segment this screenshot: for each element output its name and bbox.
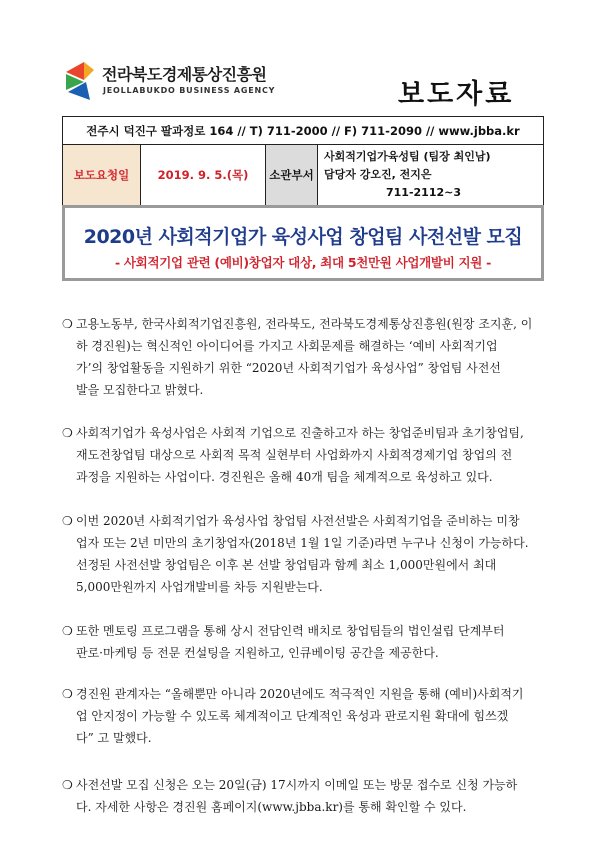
paragraph-line: 발을 모집한다고 밝혔다. <box>76 383 204 397</box>
body-paragraph <box>62 422 550 488</box>
paragraph-line: 하 경진원)는 혁신적인 아이디어를 가지고 사회문제를 해결하는 ‘예비 사회적기업 <box>76 339 498 353</box>
paragraph-line: 경진원 관계자는 “올해뿐만 아니라 2020년에도 적극적인 지원을 통해 (예비)사회적기 <box>76 687 524 701</box>
body-paragraph <box>62 313 550 401</box>
agency-name: 전라북도경제통상진흥원 <box>102 65 267 84</box>
department-contact <box>318 145 544 206</box>
headline-title: 2020년 사회적기업가 육성사업 창업팀 사전선발 모집 <box>83 226 523 248</box>
request-date-value: 2019. 9. 5.(목) <box>141 145 266 206</box>
body-paragraph <box>62 774 550 818</box>
bullet-icon: ❍ <box>62 317 73 331</box>
paragraph-line: 재도전창업팀 대상으로 사회적 목적 실현부터 사업화까지 사회적경제기업 창업의 전 <box>76 448 513 462</box>
paragraph-line: 선정된 사전선발 창업팀은 이후 본 선발 창업팀과 함께 최소 1,000만원에서 최대 <box>76 558 497 572</box>
body-paragraph <box>62 510 550 598</box>
agency-logo-mark-icon <box>62 56 98 102</box>
paragraph-line: 가’의 창업활동을 지원하기 위한 “2020년 사회적기업가 육성사업” 창업팀 사전선 <box>76 361 501 375</box>
paragraph-line: 이번 2020년 사회적기업가 육성사업 창업팀 사전선발은 사회적기업을 준비하는 미창 <box>76 514 520 528</box>
paragraph-line: 사회적기업가 육성사업은 사회적 기업으로 진출하고자 하는 창업준비팀과 초기창업팀, <box>76 426 524 440</box>
request-date-label: 보도요청일 <box>63 145 141 206</box>
bullet-icon: ❍ <box>62 624 73 638</box>
agency-address: 전주시 덕진구 팔과정로 164 // T) 711-2000 // F) 711-2090 // www.jbba.kr <box>63 117 544 145</box>
agency-name-english: JEOLLABUKDO BUSINESS AGENCY <box>103 86 276 95</box>
paragraph-line: 판로·마케팅 등 전문 컨설팅을 지원하고, 인큐베이팅 공간을 제공한다. <box>76 646 439 660</box>
department-team: 사회적기업가육성팀 (팀장 최인남) <box>324 150 491 163</box>
agency-logo <box>62 56 292 106</box>
paragraph-line: 또한 멘토링 프로그램을 통해 상시 전담인력 배치로 창업팀들의 법인설립 단계부터 <box>76 624 505 638</box>
bullet-icon: ❍ <box>62 514 73 528</box>
headline-box <box>62 205 544 281</box>
paragraph-line: 5,000만원까지 사업개발비를 차등 지원받는다. <box>76 580 323 594</box>
paragraph-line: 다” 고 말했다. <box>76 731 152 745</box>
document-type-title: 보도자료 <box>398 79 515 110</box>
bullet-icon: ❍ <box>62 687 73 701</box>
press-info-table <box>62 116 544 206</box>
headline-subtitle: - 사회적기업 관련 (예비)창업자 대상, 최대 5천만원 사업개발비 지원 - <box>114 255 492 270</box>
department-staff: 담당자 강오진, 전지은 <box>324 168 432 181</box>
paragraph-line: 고용노동부, 한국사회적기업진흥원, 전라북도, 전라북도경제통상진흥원(원장 조지훈, 이 <box>76 317 533 331</box>
bullet-icon: ❍ <box>62 778 73 792</box>
paragraph-line: 과정을 지원하는 사업이다. 경진원은 올해 40개 팀을 체계적으로 육성하고 있다. <box>76 470 493 484</box>
paragraph-line: 업 안지정이 가능할 수 있도록 체계적이고 단계적인 육성과 판로지원 확대에 힘쓰겠 <box>76 709 509 723</box>
department-phone: 711-2112~3 <box>386 186 462 199</box>
department-label: 소관부서 <box>266 145 318 206</box>
body-paragraph <box>62 683 550 749</box>
paragraph-line: 업자 또는 2년 미만의 초기창업자(2018년 1월 1일 기준)라면 누구나 신청이 가능하다. <box>76 536 529 550</box>
body-paragraph <box>62 620 550 664</box>
paragraph-line: 다. 자세한 사항은 경진원 홈페이지(www.jbba.kr)를 통해 확인할 수 있다. <box>76 800 467 814</box>
bullet-icon: ❍ <box>62 426 73 440</box>
paragraph-line: 사전선발 모집 신청은 오는 20일(금) 17시까지 이메일 또는 방문 접수로 신청 가능하 <box>76 778 518 792</box>
